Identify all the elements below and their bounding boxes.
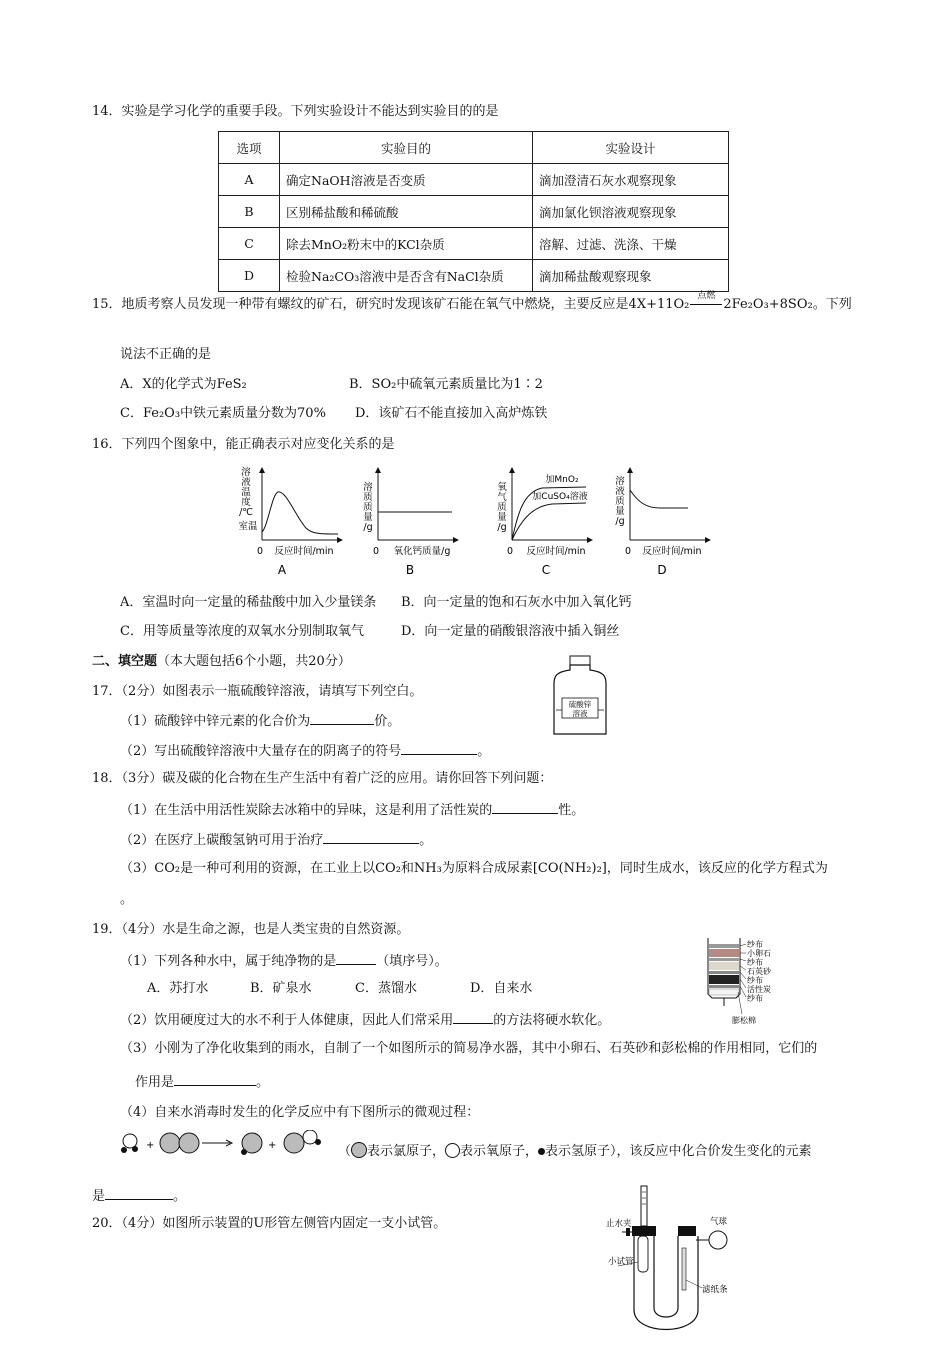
- chlorine-atom: [284, 1133, 304, 1153]
- oxygen-atom: [303, 1130, 317, 1144]
- ytick-label: 室温: [238, 521, 258, 532]
- q19-part3: （3）小刚为了净化收集到的雨水，自制了一个如图所示的简易净水器，其中小卵石、石英砂和彭松棉的作用相同，它们的: [120, 1041, 818, 1056]
- chlorine-atom-icon: [351, 1142, 367, 1158]
- xlabel: 反应时间/min: [274, 546, 334, 557]
- legend-text: 表示氧原子，: [460, 1144, 539, 1159]
- origin-label: 0: [372, 546, 380, 557]
- q19-part4b-text: 是: [92, 1189, 106, 1204]
- graph-c: [497, 468, 592, 577]
- section-heading: [92, 654, 351, 670]
- q15-option-c: C．Fe₂O₃中铁元素质量分数为70%: [120, 406, 326, 421]
- q16-option-c: C．用等质量等浓度的双氧水分别制取氧气: [120, 624, 364, 639]
- answer-blank[interactable]: [492, 801, 558, 814]
- q19-stem: 19．（4分）水是生命之源，也是人类宝贵的自然资源。: [92, 922, 410, 937]
- table-cell: C: [219, 228, 280, 260]
- table-row: [219, 196, 729, 228]
- answer-blank[interactable]: [174, 1073, 256, 1086]
- filter-label: 石英砂: [747, 967, 771, 976]
- table-cell: 除去MnO₂粉末中的KCl杂质: [280, 228, 533, 260]
- q16-graphs: [230, 462, 720, 580]
- bottle-label: 硫酸锌: [568, 700, 592, 709]
- molecule-legend: [338, 1142, 812, 1160]
- reaction-molecules: [118, 1130, 348, 1160]
- table-row: [219, 260, 729, 292]
- series-label: 加MnO₂: [545, 475, 579, 485]
- graph-letter: B: [405, 563, 415, 577]
- ylabel-char: 量: [497, 512, 507, 523]
- ylabel-char: 量: [363, 512, 373, 523]
- q15-stem-c: 说法不正确的是: [120, 347, 212, 362]
- ylabel-char: 温: [241, 487, 251, 498]
- ylabel-char: /g: [615, 516, 625, 527]
- q19-option-b: B．矿泉水: [250, 981, 312, 996]
- q15-option-b: B．SO₂中硫氧元素质量比为1∶2: [349, 377, 543, 392]
- q19-option-d: D．自来水: [470, 981, 533, 996]
- q17-stem: 17．（2分）如图表示一瓶硫酸锌溶液，请填写下列空白。: [92, 684, 423, 699]
- q19-part4: （4）自来水消毒时发生的化学反应中有下图所示的微观过程：: [120, 1105, 480, 1120]
- q18-part2-suffix: 。: [419, 833, 433, 848]
- q17-part1-suffix: 价。: [374, 714, 401, 729]
- oxygen-atom: [123, 1134, 137, 1148]
- answer-blank[interactable]: [105, 1187, 173, 1200]
- graph-letter: D: [657, 563, 667, 577]
- q20-stem: 20．（4分）如图所示装置的U形管左侧管内固定一支小试管。: [92, 1216, 447, 1231]
- filter-label: 纱布: [747, 958, 763, 967]
- q18-part3-end: 。: [120, 892, 134, 907]
- apparatus-label: 止水夹: [606, 1219, 632, 1229]
- origin-label: 0: [506, 546, 514, 557]
- filter-label: 纱布: [747, 976, 763, 985]
- q18-part2: [120, 831, 432, 849]
- origin-label: 0: [624, 546, 632, 557]
- q19-part4b: [92, 1187, 186, 1205]
- table-cell: A: [219, 164, 280, 196]
- ylabel-char: 质: [363, 492, 373, 503]
- legend-text: 表示氢原子），该反应中化合价发生变化的元素: [545, 1144, 812, 1159]
- q19-option-a: A．苏打水: [147, 981, 209, 996]
- table-cell: 滴加澄清石灰水观察现象: [533, 164, 729, 196]
- reagent-bottle-figure: [548, 654, 612, 738]
- ylabel-char: 溶: [241, 467, 251, 478]
- q17-part2-text: （2）写出硫酸锌溶液中大量存在的阴离子的符号: [120, 744, 402, 759]
- bottle-label: 溶液: [572, 709, 588, 718]
- curve-cuso4: [512, 503, 586, 540]
- ylabel-char: 气: [497, 492, 507, 503]
- q19-part1-text: （1）下列各种水中，属于纯净物的是: [120, 954, 337, 969]
- table-cell: 溶解、过滤、洗涤、干燥: [533, 228, 729, 260]
- hydrogen-atom: [315, 1139, 321, 1145]
- q19-part1-suffix: （填序号）。: [376, 954, 448, 969]
- answer-blank[interactable]: [310, 712, 374, 725]
- table-cell: 确定NaOH溶液是否变质: [280, 164, 533, 196]
- q16-option-a: A．室温时向一定量的稀盐酸中加入少量镁条: [120, 595, 377, 610]
- ylabel-char: 量: [615, 506, 625, 517]
- ylabel-char: 质: [497, 502, 507, 513]
- equation-right: 2Fe₂O₃+8SO₂: [723, 297, 813, 312]
- q19-option-c: C．蒸馏水: [355, 981, 417, 996]
- graph-a: [238, 466, 342, 577]
- answer-blank[interactable]: [401, 742, 477, 755]
- q16-option-b: B．向一定量的饱和石灰水中加入氧化钙: [401, 595, 632, 610]
- table-cell: 滴加稀盐酸观察现象: [533, 260, 729, 292]
- q15-stem: [92, 291, 852, 313]
- q19-part3b-text: 作用是: [135, 1075, 175, 1090]
- q15-option-a: A．X的化学式为FeS₂: [120, 377, 247, 392]
- q18-part1-suffix: 性。: [558, 803, 585, 818]
- plus-sign: +: [268, 1140, 277, 1151]
- answer-blank[interactable]: [323, 831, 419, 844]
- q17-part2: [120, 742, 490, 760]
- table-cell: 检验Na₂CO₃溶液中是否含有NaCl杂质: [280, 260, 533, 292]
- section-title: 二、填空题: [92, 654, 158, 669]
- table-row: [219, 228, 729, 260]
- answer-blank[interactable]: [336, 952, 376, 965]
- chlorine-atom: [160, 1133, 180, 1153]
- q19-part2-suffix: 的方法将硬水软化。: [493, 1013, 611, 1028]
- ylabel-char: 质: [615, 496, 625, 507]
- ylabel-char: 溶: [615, 476, 625, 487]
- origin-label: 0: [256, 546, 264, 557]
- q18-part1-text: （1）在生活中用活性炭除去冰箱中的异味，这是利用了活性炭的: [120, 803, 493, 818]
- q18-part2-text: （2）在医疗上碳酸氢钠可用于治疗: [120, 833, 324, 848]
- filter-label: 纱布: [747, 994, 763, 1003]
- ylabel-char: 氧: [497, 482, 507, 493]
- filter-label: 活性炭: [747, 985, 771, 994]
- ylabel-char: 溶: [363, 482, 373, 493]
- q18-stem: 18．（3分）碳及碳的化合物在生产生活中有着广泛的应用。请你回答下列问题：: [92, 771, 553, 786]
- apparatus-label: 气球: [710, 1217, 728, 1227]
- filter-label: 膨松棉: [732, 1016, 756, 1025]
- legend-paren: （: [338, 1144, 352, 1159]
- u-tube-apparatus-figure: [606, 1184, 766, 1340]
- graph-letter: C: [541, 563, 551, 577]
- ylabel-char: /g: [497, 522, 507, 533]
- plus-sign: +: [146, 1140, 155, 1151]
- q18-part1: [120, 801, 584, 819]
- legend-text: 表示氯原子，: [367, 1144, 446, 1159]
- q19-part3b: [135, 1073, 269, 1091]
- filter-label: 小卵石: [747, 949, 771, 958]
- q18-part3: （3）CO₂是一种可利用的资源，在工业上以CO₂和NH₃为原料合成尿素[CO(NH₂)₂]，同时生成水，该反应的化学方程式为: [120, 861, 828, 876]
- q19-part2: [120, 1011, 610, 1029]
- series-label: 加CuSO₄溶液: [532, 492, 588, 502]
- table-cell: D: [219, 260, 280, 292]
- graph-letter: A: [277, 563, 287, 577]
- hydrogen-atom: [132, 1146, 138, 1152]
- q15-stem-b: 。下列: [812, 297, 852, 312]
- q16-option-d: D．向一定量的硝酸银溶液中插入铜丝: [401, 624, 620, 639]
- hydrogen-atom-icon: [538, 1148, 545, 1155]
- table-row: [219, 164, 729, 196]
- answer-blank[interactable]: [453, 1011, 493, 1024]
- ylabel-char: 度: [241, 497, 251, 508]
- table-cell: 区别稀盐酸和稀硫酸: [280, 196, 533, 228]
- apparatus-label: 滤纸条: [702, 1285, 728, 1295]
- q16-stem: 16．下列四个图象中，能正确表示对应变化关系的是: [92, 437, 395, 452]
- ylabel-char: /g: [363, 522, 373, 533]
- hydrogen-atom: [121, 1147, 127, 1153]
- oxygen-atom-icon: [445, 1143, 460, 1158]
- q17-part1: [120, 712, 400, 730]
- table-header: 选项: [219, 132, 280, 164]
- equation-left: 4X+11O₂: [628, 297, 690, 312]
- ylabel-char: 质: [363, 502, 373, 513]
- graph-d: [615, 468, 710, 577]
- table-header-row: [219, 132, 729, 164]
- table-cell: 滴加氯化钡溶液观察现象: [533, 196, 729, 228]
- table-cell: B: [219, 196, 280, 228]
- q15-stem-a: 15．地质考察人员发现一种带有螺纹的矿石，研究时发现该矿石能在氧气中燃烧，主要反应是: [92, 297, 629, 312]
- filter-label: 纱布: [747, 940, 763, 949]
- reaction-condition: 点燃: [697, 291, 716, 301]
- table-header: 实验目的: [280, 132, 533, 164]
- table-header: 实验设计: [533, 132, 729, 164]
- q19-part1: [120, 952, 448, 970]
- ylabel-char: 液: [241, 477, 251, 488]
- chlorine-atom: [179, 1133, 199, 1153]
- curve: [630, 490, 688, 508]
- q17-part1-text: （1）硫酸锌中锌元素的化合价为: [120, 714, 311, 729]
- curve: [262, 492, 338, 534]
- ylabel-char: 液: [615, 486, 625, 497]
- xlabel: 反应时间/min: [526, 546, 586, 557]
- graph-b: [363, 468, 458, 577]
- ylabel-char: /℃: [239, 507, 253, 518]
- q14-stem: 14．实验是学习化学的重要手段。下列实验设计不能达到实验目的的是: [92, 104, 499, 119]
- xlabel: 氧化钙质量/g: [393, 546, 451, 557]
- section-note: （本大题包括6个小题，共20分）: [157, 654, 351, 669]
- q19-part2-text: （2）饮用硬度过大的水不利于人体健康，因此人们常采用: [120, 1013, 454, 1028]
- apparatus-label: 小试管: [608, 1257, 634, 1267]
- q19-part4b-suffix: 。: [173, 1189, 187, 1204]
- water-filter-figure: [700, 934, 782, 1026]
- reaction-arrow: [689, 291, 723, 313]
- hydrogen-atom: [241, 1149, 247, 1155]
- q15-option-d: D．该矿石不能直接加入高炉炼铁: [355, 406, 548, 421]
- q17-part2-suffix: 。: [477, 744, 491, 759]
- xlabel: 反应时间/min: [642, 546, 702, 557]
- q19-part3b-suffix: 。: [256, 1075, 270, 1090]
- q14-table: [218, 131, 729, 292]
